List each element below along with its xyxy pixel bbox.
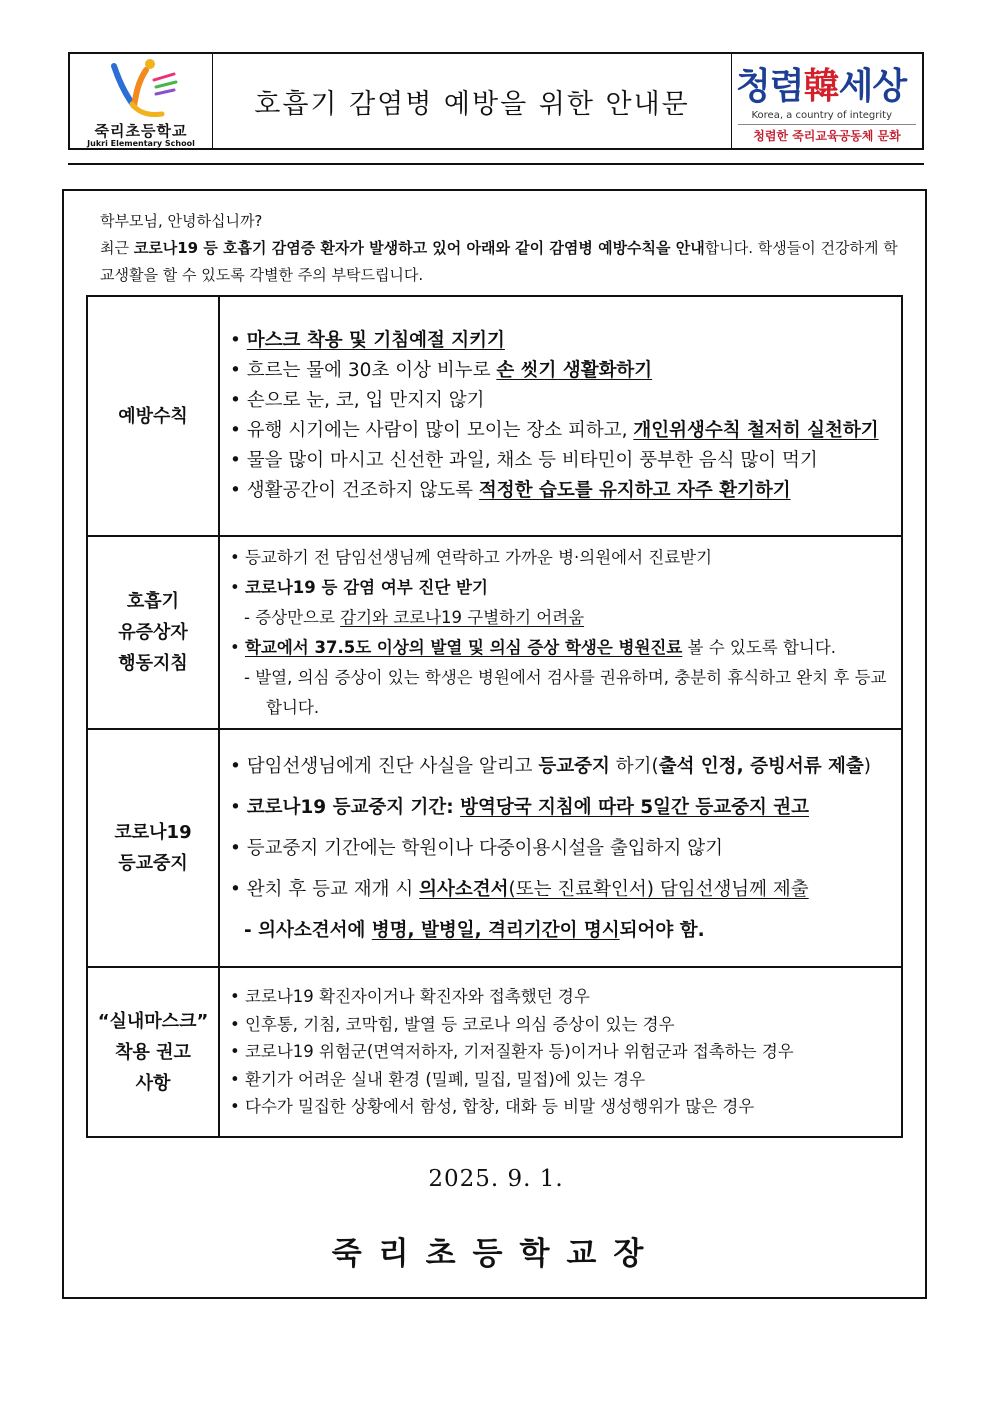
table-row-prevention	[87, 296, 902, 536]
table-row-mask	[87, 967, 902, 1137]
list-item: • 다수가 밀집한 상황에서 함성, 합창, 대화 등 비말 생성행위가 많은 경우	[230, 1093, 893, 1121]
list-item: • 등교하기 전 담임선생님께 연락하고 가까운 병·의원에서 진료받기	[230, 543, 893, 573]
row-label-covid	[87, 729, 219, 967]
label-line: 사항	[135, 1072, 171, 1094]
row-label-mask	[87, 967, 219, 1137]
list-item: • 환기가 어려운 실내 환경 (밀폐, 밀집, 밀접)에 있는 경우	[230, 1066, 893, 1094]
list-item: - 증상만으로 감기와 코로나19 구별하기 어려움	[244, 607, 585, 627]
slogan-part2: 세상	[838, 66, 907, 107]
document-header	[68, 52, 924, 150]
header-divider	[68, 163, 924, 165]
row-body-symptom	[219, 536, 902, 729]
label-text: 예방수칙	[118, 405, 188, 427]
list-item: • 생활공간이 건조하지 않도록 적정한 습도를 유지하고 자주 환기하기	[230, 476, 893, 506]
list-item: • 학교에서 37.5도 이상의 발열 및 의심 증상 학생은 병원진료 볼 수 있도록 합니다.	[230, 633, 893, 663]
slogan-badge: 韓	[803, 66, 839, 107]
guideline-table	[86, 295, 903, 1138]
table-row-symptom	[87, 536, 902, 729]
list-item: • 코로나19 등교중지 기간: 방역당국 지침에 따라 5일간 등교중지 권고	[230, 787, 893, 828]
list-item: • 완치 후 등교 재개 시 의사소견서(또는 진료확인서) 담임선생님께 제출	[230, 869, 893, 910]
document-date: 2025. 9. 1.	[428, 1166, 564, 1192]
list-item: • 유행 시기에는 사람이 많이 모이는 장소 피하고, 개인위생수칙 철저히 실천하기	[230, 416, 893, 446]
label-line: 호흡기	[126, 591, 180, 612]
school-name-en: Jukri Elementary School	[87, 139, 195, 148]
integrity-slogan-logo	[731, 54, 922, 148]
table-row-covid	[87, 729, 902, 967]
slogan-part1: 청렴	[736, 66, 804, 107]
label-line: 착용 권고	[115, 1041, 191, 1063]
intro-lead: 최근	[100, 239, 134, 257]
label-line: 등교중지	[118, 853, 188, 874]
page-title: 호흡기 감염병 예방을 위한 안내문	[254, 88, 690, 120]
list-item: - 발열, 의심 증상이 있는 학생은 병원에서 검사를 권유하며, 충분히 휴식하고 완치 후 등교합니다.	[244, 667, 887, 717]
school-logo	[70, 54, 213, 148]
slogan-text	[736, 58, 906, 109]
row-body-mask	[219, 967, 902, 1137]
intro-text	[82, 208, 908, 289]
slogan-english: Korea, a country of integrity	[751, 110, 892, 121]
slogan-subtitle: 청렴한 죽리교육공동체 문화	[738, 124, 916, 144]
list-item: • 마스크 착용 및 기침예절 지키기	[230, 326, 893, 356]
list-item: • 코로나19 위험군(면역저하자, 기저질환자 등)이거나 위험군과 접촉하는 경우	[230, 1038, 893, 1066]
school-emblem-icon	[70, 54, 212, 120]
intro-emphasis: 코로나19 등 호흡기 감염증 환자가 발생하고 있어 아래와 같이 감염병 예방수칙을 안내	[133, 239, 705, 257]
row-label-symptom	[87, 536, 219, 729]
list-item: • 코로나19 확진자이거나 확진자와 접촉했던 경우	[230, 983, 893, 1011]
row-body-prevention	[219, 296, 902, 536]
list-item: • 손으로 눈, 코, 입 만지지 않기	[230, 386, 893, 416]
label-line: 코로나19	[114, 822, 192, 843]
list-item: • 물을 많이 마시고 신선한 과일, 채소 등 비타민이 풍부한 음식 많이 먹기	[230, 446, 893, 476]
list-item: • 코로나19 등 감염 여부 진단 받기	[230, 573, 893, 603]
greeting: 학부모님, 안녕하십니까?	[100, 212, 263, 230]
list-item: • 담임선생님에게 진단 사실을 알리고 등교중지 하기(출석 인정, 증빙서류 제출)	[230, 746, 893, 787]
row-body-covid	[219, 729, 902, 967]
list-item: • 흐르는 물에 30초 이상 비누로 손 씻기 생활화하기	[230, 356, 893, 386]
list-item: • 인후통, 기침, 코막힘, 발열 등 코로나 의심 증상이 있는 경우	[230, 1011, 893, 1039]
label-line: 행동지침	[118, 653, 188, 674]
principal-signature: 죽리초등학교장	[331, 1236, 661, 1272]
intro-rest: 합니다. 학생들이 건강하게 학교생활을 할 수 있도록 각별한 주의 부탁드립니다.	[100, 239, 898, 284]
intro-paragraph	[82, 235, 908, 289]
label-line: “실내마스크”	[97, 1010, 209, 1032]
list-item: - 의사소견서에 병명, 발병일, 격리기간이 명시되어야 함.	[244, 919, 705, 941]
school-name-kr: 죽리초등학교	[94, 122, 188, 140]
label-line: 유증상자	[118, 622, 188, 643]
list-item: • 등교중지 기간에는 학원이나 다중이용시설을 출입하지 않기	[230, 828, 893, 869]
row-label-prevention	[87, 296, 219, 536]
